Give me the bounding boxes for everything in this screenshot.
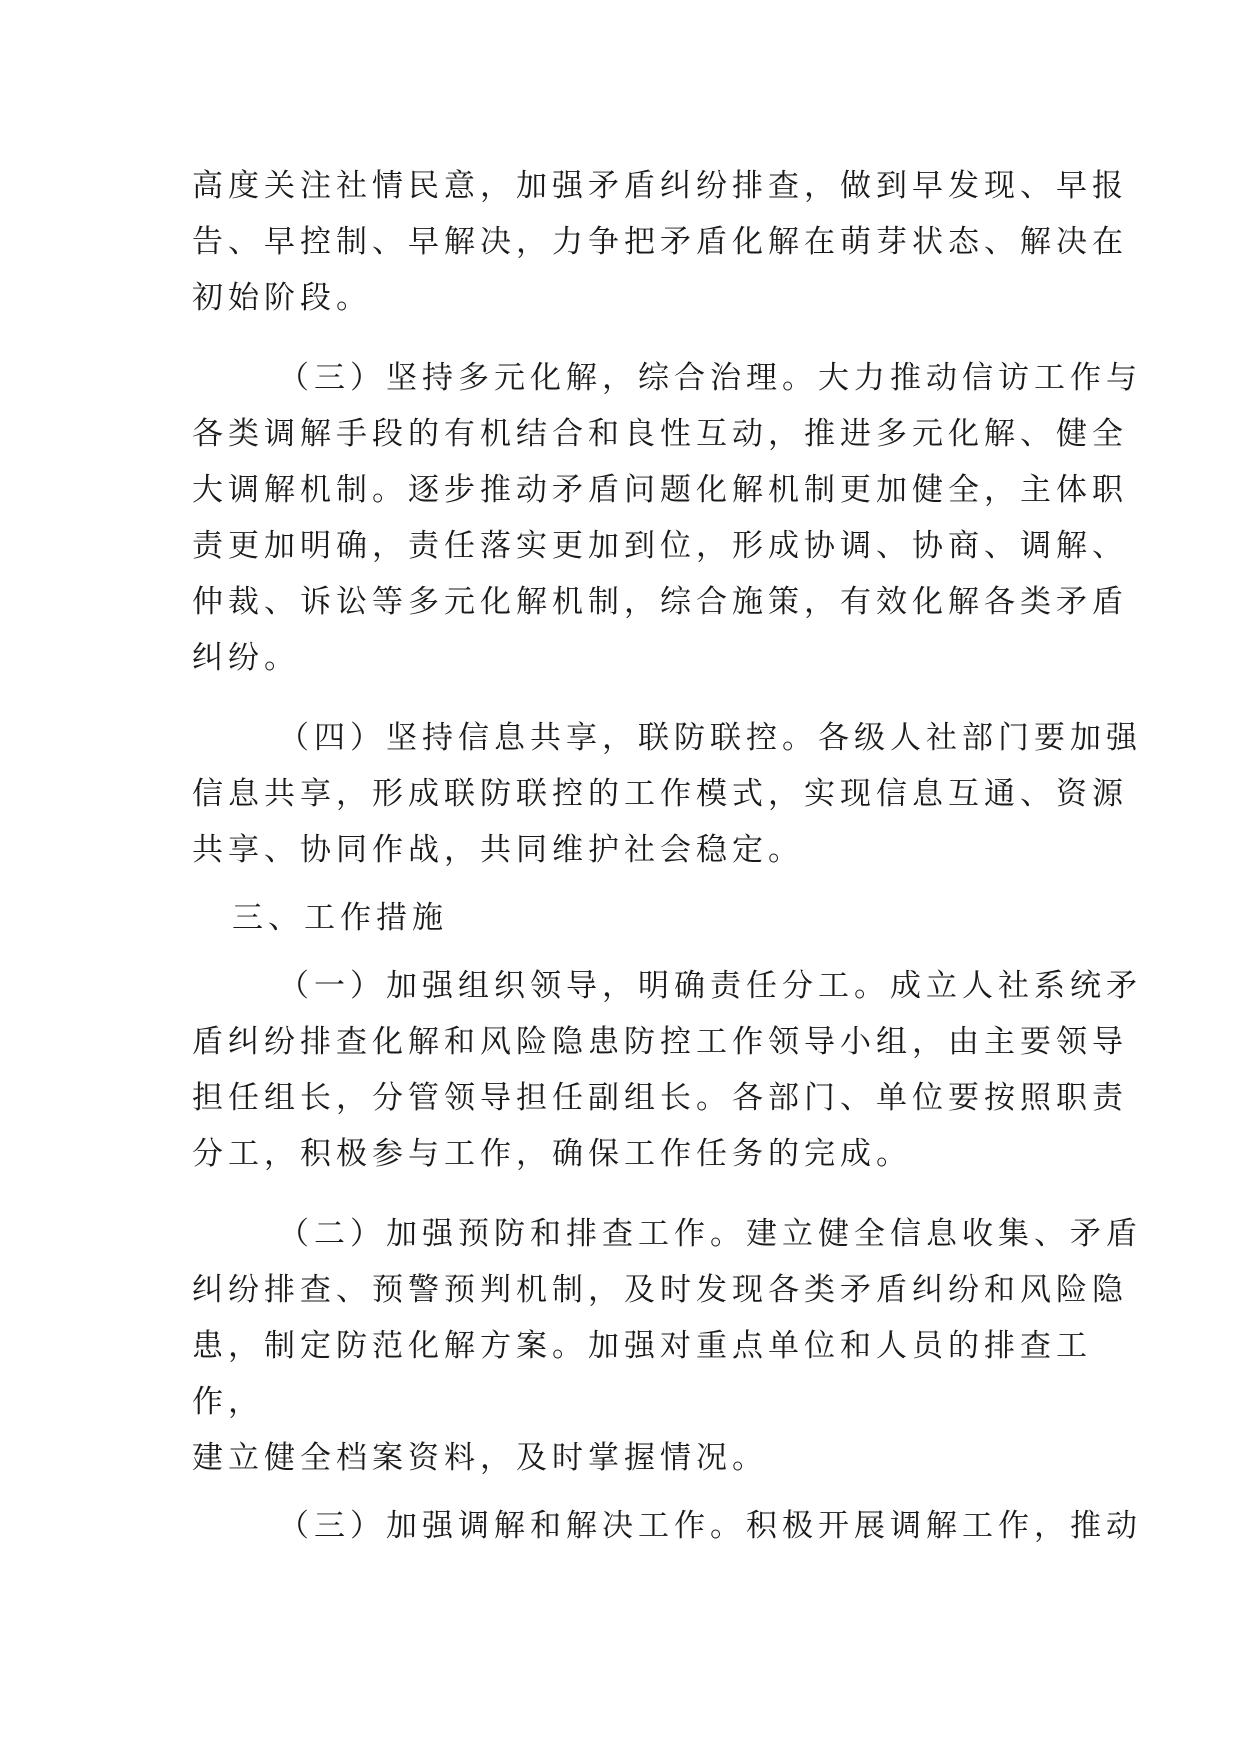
paragraph-line: 担任组长，分管领导担任副组长。各部门、单位要按照职责 (192, 1080, 1128, 1116)
section-heading (192, 890, 1062, 946)
paragraph-line: 作， (192, 1384, 264, 1420)
paragraph-3 (192, 710, 1142, 878)
paragraph-line: 各类调解手段的有机结合和良性互动，推进多元化解、健全 (192, 416, 1128, 452)
paragraph-line: （四）坚持信息共享，联防联控。各级人社部门要加强 (278, 720, 1142, 756)
paragraph-line: 高度关注社情民意，加强矛盾纠纷排查，做到早发现、早报 (192, 168, 1128, 204)
paragraph-line: 建立健全档案资料，及时掌握情况。 (192, 1440, 768, 1476)
paragraph-5 (192, 1206, 1142, 1486)
section-heading-text: 三、工作措施 (232, 900, 448, 936)
paragraph-line: 初始阶段。 (192, 280, 372, 316)
paragraph-line: （三）加强调解和解决工作。积极开展调解工作，推动 (278, 1508, 1142, 1544)
paragraph-2 (192, 350, 1142, 686)
paragraph-line: （一）加强组织领导，明确责任分工。成立人社系统矛 (278, 968, 1142, 1004)
paragraph-line: 分工，积极参与工作，确保工作任务的完成。 (192, 1136, 912, 1172)
paragraph-line: 责更加明确，责任落实更加到位，形成协调、协商、调解、 (192, 528, 1128, 564)
paragraph-1 (192, 158, 1128, 326)
paragraph-line: 纠纷排查、预警预判机制，及时发现各类矛盾纠纷和风险隐 (192, 1272, 1128, 1308)
paragraph-line: 告、早控制、早解决，力争把矛盾化解在萌芽状态、解决在 (192, 224, 1128, 260)
paragraph-line: 纠纷。 (192, 640, 300, 676)
paragraph-line: 共享、协同作战，共同维护社会稳定。 (192, 832, 804, 868)
paragraph-line: 仲裁、诉讼等多元化解机制，综合施策，有效化解各类矛盾 (192, 584, 1128, 620)
paragraph-line: 盾纠纷排查化解和风险隐患防控工作领导小组，由主要领导 (192, 1024, 1128, 1060)
paragraph-line: 信息共享，形成联防联控的工作模式，实现信息互通、资源 (192, 776, 1128, 812)
paragraph-line: （二）加强预防和排查工作。建立健全信息收集、矛盾 (278, 1216, 1142, 1252)
paragraph-line: （三）坚持多元化解，综合治理。大力推动信访工作与 (278, 360, 1142, 396)
paragraph-line: 大调解机制。逐步推动矛盾问题化解机制更加健全，主体职 (192, 472, 1128, 508)
paragraph-4 (192, 958, 1142, 1182)
paragraph-6 (192, 1498, 1142, 1554)
paragraph-line: 患，制定防范化解方案。加强对重点单位和人员的排查工 (192, 1328, 1092, 1364)
document-body (192, 158, 1142, 1554)
